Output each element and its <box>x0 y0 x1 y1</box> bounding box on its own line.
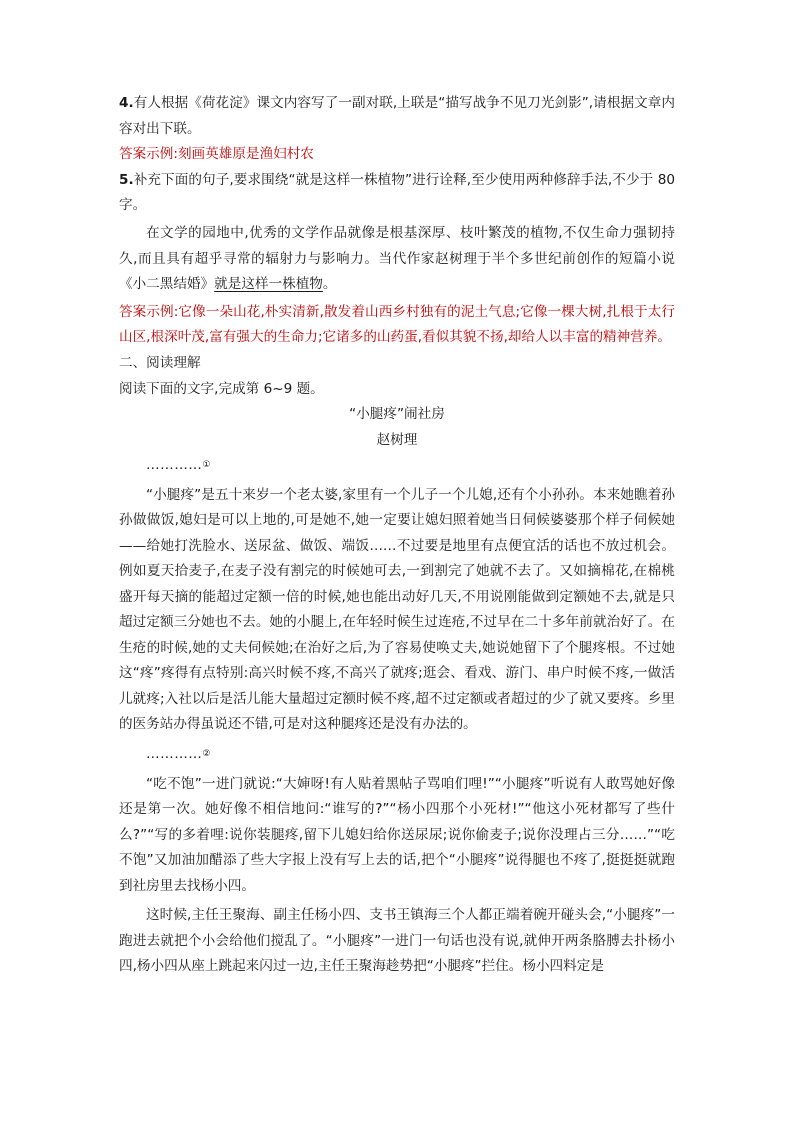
omission-marker-2 <box>119 742 675 768</box>
passage-text-after: 。 <box>322 276 337 293</box>
ellipsis-dots-1: ………… <box>146 457 203 474</box>
passage-text-before: 在文学的园地中,优秀的文学作品就像是根基深厚、枝叶繁茂的植物,不仅生命力强韧持久,而且具有超乎寻常的辐射力与影响力。当代作家赵树理于半个多世纪前创作的短篇小说《小二黑结婚》 <box>119 224 675 293</box>
footnote-mark-2: ② <box>202 748 211 759</box>
article-paragraph-2: “吃不饱”一进门就说:“大婶呀!有人贴着黑帖子骂咱们哩!”“小腿疼”听说有人敢骂她好像还是第一次。她好像不相信地问:“谁写的?”“杨小四那个小死材!”“他这小死材都写了些什么?”“写的多着哩:说你装腿疼,留下儿媳妇给你送尿尿;说你偷麦子;说你没理占三分……”“吃不饱”又加油加醋添了些大字报上没有写上去的话,把个“小腿疼”说得腿也不疼了,挺挺挺就跑到社房里去找杨小四。 <box>119 775 675 894</box>
question-4-number: 4. <box>119 95 134 111</box>
passage-underlined-phrase: 就是这样一株植物 <box>214 276 323 293</box>
question-4 <box>119 91 675 142</box>
question-4-text: 有人根据《荷花淀》课文内容写了一副对联,上联是“描写战争不见刀光剑影”,请根据文章内容对出下联。 <box>119 95 675 137</box>
article-paragraph-3: 这时候,主任王聚海、副主任杨小四、支书王镇海三个人都正端着碗开碰头会,“小腿疼”一跑进去就把个小会给他们搅乱了。“小腿疼”一进门一句话也没有说,就伸开两条胳膊去扑杨小四,杨小四从座上跳起来闪过一边,主任王聚海趁势把“小腿疼”拦住。杨小四料定是 <box>119 907 675 974</box>
page-content <box>119 91 675 980</box>
question-4-answer: 答案示例:刻画英雄原是渔妇村农 <box>119 146 314 163</box>
question-5-text: 补充下面的句子,要求围绕“就是这样一株植物”进行诠释,至少使用两种修辞手法,不少于 80 字。 <box>119 171 675 214</box>
question-5-answer: 答案示例:它像一朵山花,朴实清新,散发着山西乡村独有的泥土气息;它像一棵大树,扎根于太行山区,根深叶茂,富有强大的生命力;它诸多的山药蛋,看似其貌不扬,却给人以丰富的精神营养。 <box>119 303 675 346</box>
reading-instruction: 阅读下面的文字,完成第 6~9 题。 <box>119 380 324 397</box>
ellipsis-dots-2: ………… <box>146 745 203 762</box>
question-5 <box>119 168 675 219</box>
article-author: 赵树理 <box>376 431 418 448</box>
question-5-number: 5. <box>119 171 134 188</box>
section-heading: 二、阅读理解 <box>119 354 201 371</box>
footnote-mark-1: ① <box>202 460 211 471</box>
omission-marker-1 <box>119 453 675 479</box>
article-title: “小腿疼”闹社房 <box>349 406 445 423</box>
article-paragraph-1: “小腿疼”是五十来岁一个老太婆,家里有一个儿子一个儿媳,还有个小孙孙。本来她瞧着孙孙做做饭,媳妇是可以上地的,可是她不,她一定要让媳妇照着她当日伺候婆婆那个样子伺候她——给她打洗脸水、送尿盆、做饭、端饭……不过要是地里有点便宜活的话也不放过机会。例如夏天拾麦子,在麦子没有割完的时候她可去,一到割完了她就不去了。又如摘棉花,在棉桃盛开每天摘的能超过定额一倍的时候,她也能出动好几天,不用说刚能做到定额她不去,就是只超过定额三分她也不去。她的小腿上,在年轻时候生过连疮,不过早在二十多年前就治好了。在生疮的时候,她的丈夫伺候她;在治好之后,为了容易使唤丈夫,她说她留下了个腿疼根。不过她这“疼”疼得有点特别:高兴时候不疼,不高兴了就疼;逛会、看戏、游门、串户时候不疼,一做活儿就疼;入社以后是活儿能大量超过定额时候不疼,超不过定额或者超过的少了就又要疼。乡里的医务站办得虽说还不错,可是对这种腿疼还是没有办法的。 <box>119 486 675 733</box>
question-5-passage <box>119 221 675 298</box>
